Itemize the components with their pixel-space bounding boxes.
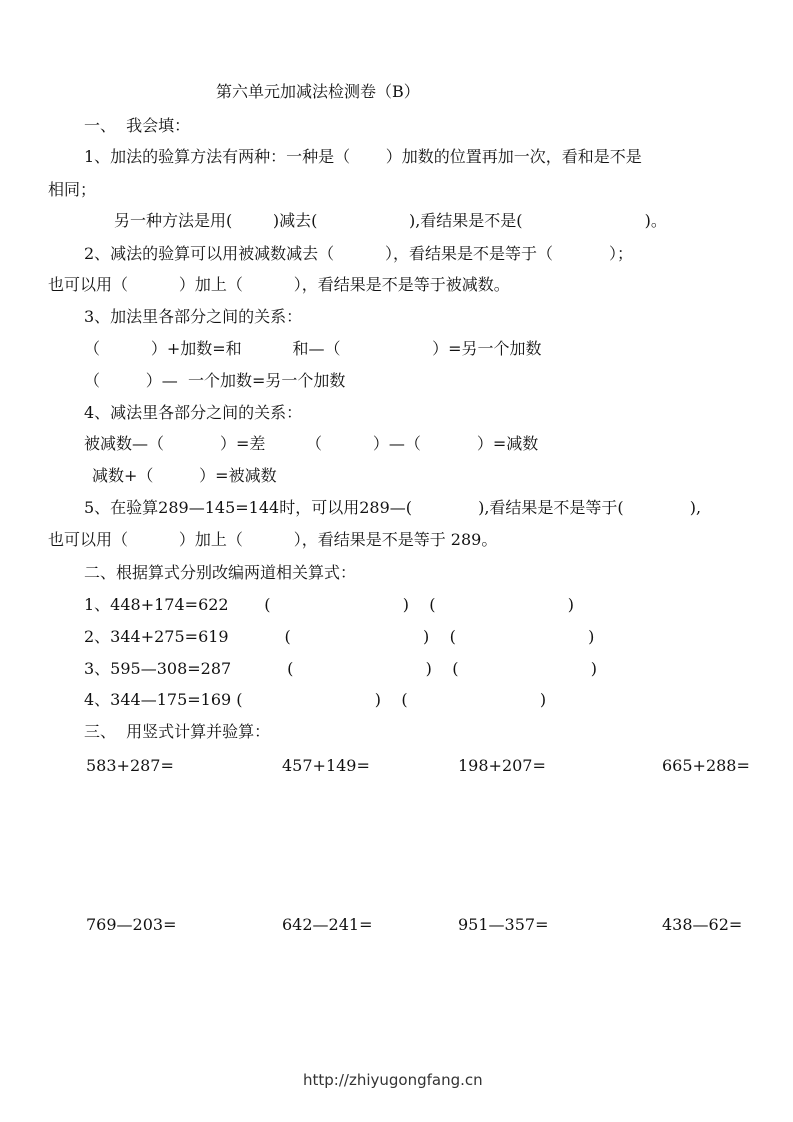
worksheet-title: 第六单元加减法检测卷（B）: [216, 82, 420, 101]
question1-line3: 另一种方法是用( )减去( ),看结果是不是( )。: [114, 211, 667, 230]
question4-heading: 4、减法里各部分之间的关系：: [84, 403, 303, 422]
calc-769-203: 769—203=: [86, 915, 177, 934]
question2-line2: 也可以用（ ）加上（ ），看结果是不是等于被减数。: [48, 275, 510, 294]
calc-457-149: 457+149=: [282, 756, 370, 775]
question3-line2: （ ）— 一个加数=另一个加数: [84, 371, 346, 390]
section3-heading: 三、 用竖式计算并验算：: [84, 722, 271, 741]
question3-heading: 3、加法里各部分之间的关系：: [84, 307, 303, 326]
section2-item-2: 2、344+275=619 ( ) ( ): [84, 627, 595, 646]
calc-951-357: 951—357=: [458, 915, 549, 934]
question4-line2: 减数+（ ）=被减数: [92, 466, 277, 485]
question1-line2: 相同；: [48, 180, 97, 199]
calc-438-62: 438—62=: [662, 915, 743, 934]
question5-line1: 5、在验算289—145=144时，可以用289—( ),看结果是不是等于( ),: [84, 498, 702, 517]
section2-item-1: 1、448+174=622 ( ) ( ): [84, 595, 574, 614]
calc-665-288: 665+288=: [662, 756, 750, 775]
calc-198-207: 198+207=: [458, 756, 546, 775]
question5-line2: 也可以用（ ）加上（ ），看结果是不是等于 289。: [48, 530, 498, 549]
question3-line1: （ ）+加数=和 和—（ ）=另一个加数: [84, 339, 542, 358]
section2-heading: 二、根据算式分别改编两道相关算式：: [84, 563, 357, 582]
section1-heading: 一、 我会填：: [84, 116, 191, 135]
footer-url: http://zhiyugongfang.cn: [303, 1071, 483, 1089]
calc-583-287: 583+287=: [86, 756, 174, 775]
calc-642-241: 642—241=: [282, 915, 373, 934]
section2-item-4: 4、344—175=169 ( ) ( ): [84, 690, 547, 709]
question1-line1: 1、加法的验算方法有两种：一种是（ ）加数的位置再加一次，看和是不是: [84, 147, 642, 166]
question4-line1: 被减数—（ ）=差 （ ）—（ ）=减数: [84, 434, 539, 453]
question2-line1: 2、减法的验算可以用被减数减去（ ），看结果是不是等于（ ）；: [84, 244, 633, 263]
section2-item-3: 3、595—308=287 ( ) ( ): [84, 659, 597, 678]
